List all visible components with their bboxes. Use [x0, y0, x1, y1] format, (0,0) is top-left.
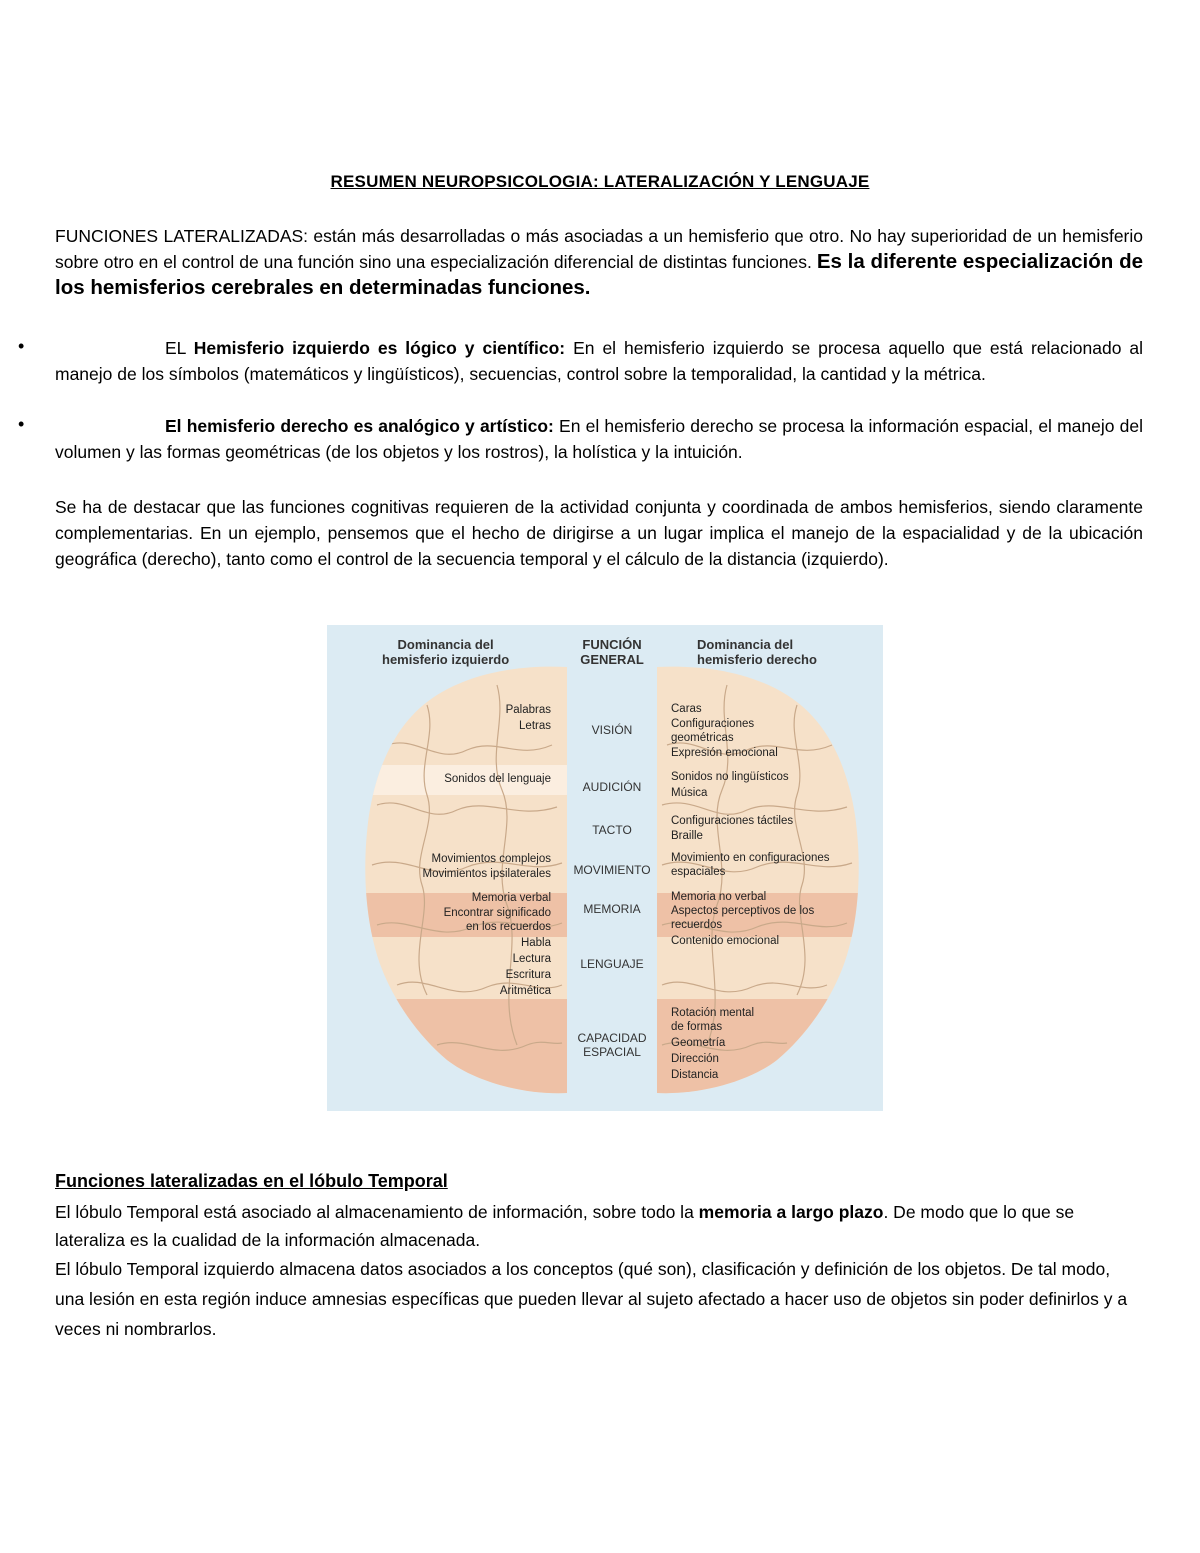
right-label: Geometría: [671, 1037, 726, 1049]
right-label: Música: [671, 787, 708, 799]
section-title-temporal: Funciones lateralizadas en el lóbulo Temporal: [55, 1171, 448, 1191]
bullet-2-text: En el hemisferio derecho se procesa la información espacial, el manejo del volumen y las formas geométricas (de los objetos y los rostros), la holística y la intuición.: [55, 416, 1144, 462]
right-label: Caras: [671, 703, 702, 715]
bullet-1-bold: Hemisferio izquierdo es lógico y científico:: [193, 338, 566, 358]
temporal-p1-text-c: . De modo que lo que se lateraliza es la cualidad de la información almacenada.: [55, 1202, 1075, 1250]
function-audition: AUDICIÓN: [582, 780, 642, 794]
right-label: Configuraciones: [671, 718, 755, 730]
function-memory: MEMORIA: [583, 902, 641, 916]
left-label: Sonidos del lenguaje: [444, 773, 551, 785]
temporal-p1-text-a: El lóbulo Temporal está asociado al almacenamiento de información, sobre todo la: [55, 1202, 699, 1222]
temporal-paragraph-2: El lóbulo Temporal izquierdo almacena datos asociados a los conceptos (qué son), clasificación y definición de los objetos. De tal modo, una lesión en esta región induce amnesias específicas que pueden llevar al sujeto afectado a hacer uso de objetos sin poder definirlos y a veces ni nombrarlos.: [55, 1259, 1128, 1339]
center-header-line-2: GENERAL: [580, 652, 644, 667]
bullet-right-hemisphere: [55, 413, 1143, 465]
left-label: Habla: [520, 937, 551, 949]
right-label: Distancia: [671, 1069, 719, 1081]
intro-text: FUNCIONES LATERALIZADAS: están más desarrolladas o más asociadas a un hemisferio que otro. No hay superioridad de un hemisferio sobre otro en el control de una función sino una especialización diferencial de distintas funciones.: [55, 226, 1143, 272]
left-header-line-1: Dominancia del: [397, 637, 494, 652]
left-label: Movimientos ipsilaterales: [422, 868, 551, 880]
center-header: [572, 637, 652, 667]
bullet-marker-1: •: [18, 336, 25, 356]
bullet-left-hemisphere: [55, 335, 1143, 387]
function-spatial-1: CAPACIDAD: [577, 1031, 647, 1045]
right-label: recuerdos: [671, 919, 723, 931]
intro-paragraph: [55, 223, 1143, 301]
right-label: geométricas: [671, 732, 734, 744]
right-label: Movimiento en configuraciones: [671, 852, 830, 864]
bullet-1-lead: EL: [165, 338, 194, 358]
temporal-paragraph-1: [55, 1198, 1143, 1254]
left-label: Movimientos complejos: [431, 853, 551, 865]
left-header-line-2: hemisferio izquierdo: [382, 652, 510, 667]
temporal-p1-bold: memoria a largo plazo: [698, 1202, 884, 1222]
right-label: Aspectos perceptivos de los: [671, 905, 815, 917]
function-spatial-2: ESPACIAL: [583, 1045, 641, 1059]
document-title: RESUMEN NEUROPSICOLOGIA: LATERALIZACIÓN Y LENGUAJE: [330, 172, 870, 191]
function-language: LENGUAJE: [580, 957, 644, 971]
left-label: Lectura: [512, 953, 551, 965]
right-header: [697, 637, 817, 667]
right-label: Configuraciones táctiles: [671, 815, 794, 827]
bullet-marker-2: •: [18, 414, 25, 434]
right-label: Dirección: [671, 1053, 719, 1065]
left-label: Palabras: [505, 704, 551, 716]
brain-lateralization-figure: [327, 625, 883, 1111]
left-label: Memoria verbal: [471, 892, 551, 904]
right-label: Sonidos no lingüísticos: [671, 771, 789, 783]
right-label: de formas: [671, 1021, 723, 1033]
paragraph-complementary: Se ha de destacar que las funciones cognitivas requieren de la actividad conjunta y coordinada de ambos hemisferios, siendo claramente complementarias. En un ejemplo, pensemos que el hecho de dirigirse a un lugar implica el manejo de la espacialidad y de la ubicación geográfica (derecho), tanto como el control de la secuencia temporal y el cálculo de la distancia (izquierdo).: [55, 497, 1143, 569]
left-label: Encontrar significado: [443, 907, 551, 919]
bullet-1-text: En el hemisferio izquierdo se procesa aquello que está relacionado al manejo de los símbolos (matemáticos y lingüísticos), secuencias, control sobre la temporalidad, la cantidad y la métrica.: [55, 338, 1144, 384]
right-label: espaciales: [671, 866, 726, 878]
function-movement: MOVIMIENTO: [573, 863, 651, 877]
left-header: [382, 637, 509, 667]
right-label: Expresión emocional: [671, 747, 778, 759]
left-label: Escritura: [505, 969, 551, 981]
function-vision: VISIÓN: [591, 723, 633, 737]
center-header-line-1: FUNCIÓN: [582, 637, 642, 652]
right-header-line-2: hemisferio derecho: [697, 652, 817, 667]
left-label: Aritmética: [499, 985, 551, 997]
right-header-line-1: Dominancia del: [697, 637, 794, 652]
bullet-2-bold: El hemisferio derecho es analógico y artístico:: [165, 416, 554, 436]
right-label: Contenido emocional: [671, 935, 780, 947]
function-touch: TACTO: [592, 823, 632, 837]
left-label: en los recuerdos: [465, 921, 551, 933]
right-label: Braille: [671, 830, 703, 842]
right-label: Rotación mental: [671, 1007, 755, 1019]
intro-emphasis: Es la diferente especialización de los hemisferios cerebrales en determinadas funciones.: [55, 250, 1143, 299]
left-label: Letras: [519, 720, 551, 732]
right-label: Memoria no verbal: [671, 891, 767, 903]
